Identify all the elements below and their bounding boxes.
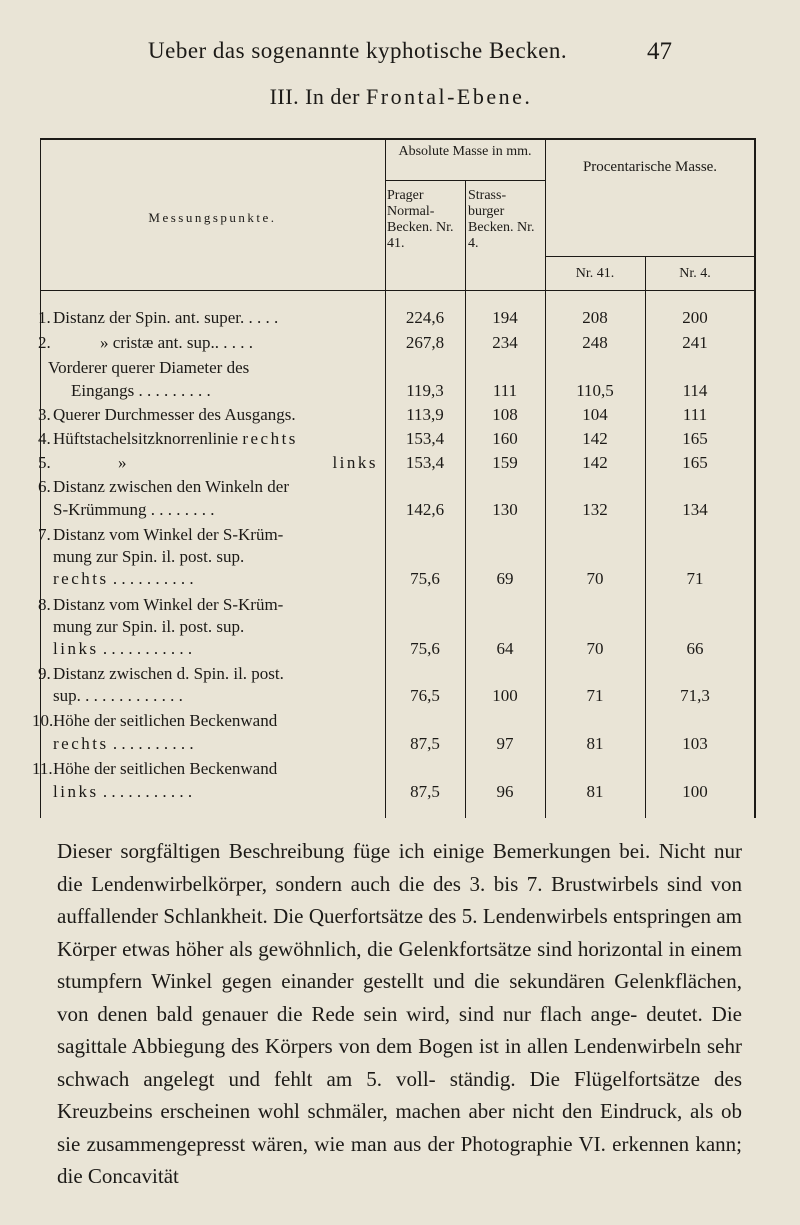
row-label xyxy=(53,429,378,448)
row-label-cont: Eingangs . . . . . . . . . xyxy=(71,381,211,400)
cell-nr41: 142 xyxy=(582,429,608,448)
row-label-dots: . . . . . . . . . . . xyxy=(98,782,193,801)
row-label: » cristæ ant. sup.. . . . . xyxy=(100,333,253,352)
row-label-side: links xyxy=(53,782,99,801)
row-number: 5. xyxy=(38,453,51,472)
cell-nr41: 104 xyxy=(582,405,608,424)
cell-prager: 87,5 xyxy=(410,782,440,801)
cell-nr4: 165 xyxy=(682,453,708,472)
cell-nr41: 81 xyxy=(586,782,604,801)
row-number: 6. xyxy=(38,477,51,496)
cell-strassburger: 111 xyxy=(492,381,518,400)
header-strassburger: Strass- burger Becken. Nr. 4. xyxy=(468,188,535,251)
row-number: 9. xyxy=(38,664,51,683)
header-absolute: Absolute Masse in mm. xyxy=(398,144,532,159)
row-label-text: Hüftstachelsitzknorrenlinie xyxy=(53,429,239,448)
cell-prager: 87,5 xyxy=(410,734,440,753)
row-label-side: rechts xyxy=(53,569,109,588)
row-label-side: links xyxy=(332,453,378,472)
cell-strassburger: 234 xyxy=(492,333,518,352)
cell-nr41: 70 xyxy=(586,639,604,658)
section-title xyxy=(0,84,800,110)
cell-nr4: 71,3 xyxy=(680,686,710,705)
cell-prager: 119,3 xyxy=(406,381,444,400)
table-col-rule-3 xyxy=(545,138,546,818)
row-label: Querer Durchmesser des Ausgangs. xyxy=(53,405,296,424)
cell-strassburger: 97 xyxy=(496,734,514,753)
cell-strassburger: 108 xyxy=(492,405,518,424)
table-right-rule xyxy=(754,138,756,818)
table-sub-rule-procent xyxy=(545,256,755,257)
cell-nr4: 111 xyxy=(682,405,708,424)
row-label: Höhe der seitlichen Beckenwand xyxy=(53,711,278,730)
cell-nr41: 71 xyxy=(586,686,604,705)
row-label-cont xyxy=(53,782,378,801)
header-nr41: Nr. 41. xyxy=(575,266,615,281)
row-label-cont xyxy=(53,734,378,753)
table-col-rule-1 xyxy=(385,138,386,818)
cell-strassburger: 194 xyxy=(492,308,518,327)
row-label-cont: mung zur Spin. il. post. sup. xyxy=(53,617,245,636)
row-label-cont: mung zur Spin. il. post. sup. xyxy=(53,547,245,566)
row-label-cont xyxy=(53,569,378,588)
row-label-side: rechts xyxy=(242,429,298,448)
section-title-spaced: Frontal-Ebene xyxy=(366,84,525,109)
row-label: Distanz zwischen den Winkeln der xyxy=(53,477,289,496)
section-title-end: . xyxy=(524,84,531,109)
row-number: 11. xyxy=(32,759,53,778)
cell-prager: 267,8 xyxy=(405,333,445,352)
cell-prager: 75,6 xyxy=(410,639,440,658)
table-row-12-wrap xyxy=(40,802,755,818)
running-title: Ueber das sogenannte kyphotische Becken. xyxy=(148,38,568,63)
cell-strassburger: 96 xyxy=(496,782,514,801)
cell-strassburger: 69 xyxy=(496,569,514,588)
cell-nr41: 248 xyxy=(582,333,608,352)
cell-nr4: 200 xyxy=(682,308,708,327)
row-label-cont: S-Krümmung . . . . . . . . xyxy=(53,500,215,519)
cell-prager: 75,6 xyxy=(410,569,440,588)
cell-nr41: 110,5 xyxy=(576,381,614,400)
section-title-prefix: III. In der xyxy=(269,84,367,109)
row-number: 4. xyxy=(38,429,51,448)
row-number: 8. xyxy=(38,595,51,614)
row-number: 1. xyxy=(38,308,51,327)
row-label: Distanz zwischen d. Spin. il. post. xyxy=(53,664,284,683)
cell-prager: 142,6 xyxy=(405,500,445,519)
cell-nr41: 142 xyxy=(582,453,608,472)
row-label: Distanz der Spin. ant. super. . . . . xyxy=(53,308,279,327)
cell-nr41: 208 xyxy=(582,308,608,327)
row-number: 2. xyxy=(38,333,51,352)
cell-strassburger: 100 xyxy=(492,686,518,705)
cell-prager: 76,5 xyxy=(410,686,440,705)
measurement-table xyxy=(32,138,755,818)
row-label-text: » xyxy=(118,453,127,472)
cell-prager: 113,9 xyxy=(406,405,444,424)
row-label-side: rechts xyxy=(53,734,109,753)
cell-nr41: 81 xyxy=(586,734,604,753)
header-procentarische: Procentarische Masse. xyxy=(582,159,718,175)
row-label xyxy=(118,453,378,472)
table-top-rule xyxy=(40,138,755,140)
cell-nr4: 165 xyxy=(682,429,708,448)
row-label: Höhe der seitlichen Beckenwand xyxy=(53,759,278,778)
row-number: 10. xyxy=(32,711,54,730)
header-prager: Prager Normal- Becken. Nr. 41. xyxy=(387,188,454,251)
row-label: Distanz vom Winkel der S-Krüm- xyxy=(53,525,284,544)
row-label-dots: . . . . . . . . . . xyxy=(108,734,194,753)
row-label-dots: . . . . . . . . . . . xyxy=(98,639,193,658)
cell-strassburger: 64 xyxy=(496,639,514,658)
cell-nr4: 114 xyxy=(682,381,708,400)
cell-prager: 153,4 xyxy=(405,453,445,472)
cell-nr4: 134 xyxy=(682,500,708,519)
page-number: 47 xyxy=(647,38,672,65)
row-label: Vorderer querer Diameter des xyxy=(48,358,250,377)
cell-nr4: 100 xyxy=(682,782,708,801)
row-label: Distanz vom Winkel der S-Krüm- xyxy=(53,595,284,614)
body-paragraph xyxy=(57,835,742,1193)
cell-nr41: 70 xyxy=(586,569,604,588)
row-label-cont xyxy=(53,639,378,658)
cell-nr4: 71 xyxy=(686,569,704,588)
cell-nr4: 103 xyxy=(682,734,708,753)
cell-nr41: 132 xyxy=(582,500,608,519)
table-col-rule-2a xyxy=(465,180,466,290)
cell-prager: 153,4 xyxy=(405,429,445,448)
row-number: 3. xyxy=(38,405,51,424)
row-label-side: links xyxy=(53,639,99,658)
paragraph-text: Dieser sorgfältigen Beschreibung füge ich einige Bemerkungen bei. Nicht nur die Lendenwirbelkörper, sondern auch die des 3. bis 7. Brustwirbels sind von auffallender Schlankheit. Die Querfortsätze des 5. Lendenwirbels entspringen am Körper etwas höher als gewöhnlich, die Gelenkfortsätze sind horizontal in einem stumpfern Winkel gegen einander gestellt und die sekundären Gelenkflächen, von denen bald genauer die Rede sein wird, sind nur flach ange- deutet. Die sagittale Abbiegung des Körpers von dem Bogen ist in allen Lendenwirbeln sehr schwach angelegt und fehlt am 5. voll- ständig. Die Flügelfortsätze des Kreuzbeins erscheinen wohl schmäler, machen aber nicht den Eindruck, als ob sie zusammengepresst wären, wie man aus der Photographie VI. erkennen kann; die Concavität xyxy=(57,839,742,1188)
cell-nr4: 66 xyxy=(686,639,704,658)
table-sub-rule-absolute xyxy=(385,180,545,181)
row-number: 7. xyxy=(38,525,51,544)
cell-strassburger: 160 xyxy=(492,429,518,448)
header-messungspunkte: Messungspunkte. xyxy=(148,210,277,225)
cell-prager: 224,6 xyxy=(405,308,445,327)
cell-strassburger: 130 xyxy=(492,500,518,519)
cell-strassburger: 159 xyxy=(492,453,518,472)
running-head xyxy=(0,38,800,68)
row-label-cont: sup. . . . . . . . . . . . . xyxy=(53,686,183,705)
table-head-rule xyxy=(40,290,755,291)
cell-nr4: 241 xyxy=(682,333,708,352)
row-label-dots: . . . . . . . . . . xyxy=(108,569,194,588)
header-nr4: Nr. 4. xyxy=(679,266,711,281)
